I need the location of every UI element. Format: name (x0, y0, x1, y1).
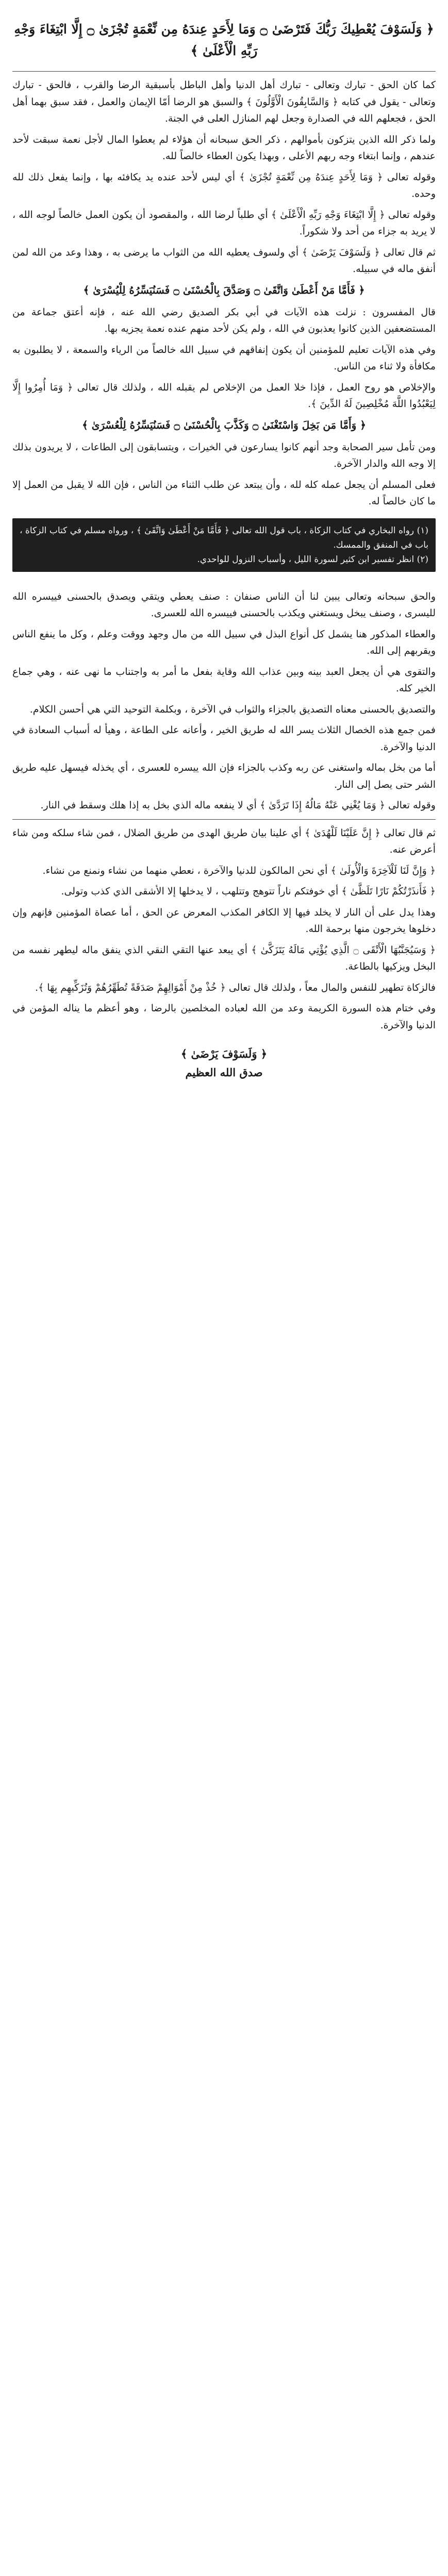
paragraph: ﴿ وَإِنَّ لَنَا لَلْآخِرَةَ وَالْأُولَىٰ ﴾ أي نحن المالكون للدنيا والآخرة ، نعطي منهما من نشاء ونمنع من نشاء. (42, 865, 436, 876)
paragraph: قال المفسرون : نزلت هذه الآيات في أبي بكر الصديق رضي الله عنه ، فإنه أعتق جماعة من المستضعفين الذين كانوا يعذبون في الله ، ولم يكن لأحد منهم عنده نعمة يجزيه بها. (12, 306, 436, 334)
paragraph: والإخلاص هو روح العمل ، فإذا خلا العمل من الإخلاص لم يقبله الله ، ولذلك قال تعالى ﴿ وَمَا أُمِرُوا إِلَّا لِيَعْبُدُوا اللَّهَ مُخْلِصِينَ لَهُ الدِّينَ ﴾. (12, 381, 436, 410)
section-divider (12, 819, 436, 820)
closing-verse: ﴿ وَلَسَوْفَ يَرْضَىٰ ﴾ (180, 1047, 268, 1060)
paragraph: ﴿ فَأَنذَرْتُكُمْ نَارًا تَلَظَّىٰ ﴾ أي خوفتكم ناراً تتوهج وتتلهب ، لا يدخلها إلا الأشقى الذي كذب وتولى. (61, 886, 436, 897)
paragraph: وقوله تعالى ﴿ وَمَا لِأَحَدٍ عِندَهُ مِن نِّعْمَةٍ تُجْزَىٰ ﴾ أي ليس لأحد عنده يد يكافئه بها ، وإنما يفعل ذلك لله وحده. (12, 171, 436, 199)
section-gap (12, 580, 436, 588)
paragraph: أما من بخل بماله واستغنى عن ربه وكذب بالجزاء فإن الله ييسره للعسرى ، أي يخذله فيسهل عليه طريق الشر حتى يصل إلى النار. (12, 762, 436, 790)
paragraph: والعطاء المذكور هنا يشمل كل أنواع البذل في سبيل الله من مال وجهد ووقت وعلم ، وكل ما ينفع الناس ويقربهم إلى الله. (12, 628, 436, 656)
header-divider (12, 71, 436, 72)
center-verse: ﴿ فَأَمَّا مَنْ أَعْطَىٰ وَاتَّقَىٰ ۝ وَصَدَّقَ بِالْحُسْنَىٰ ۝ فَسَنُيَسِّرُهُ لِلْيُسْرَىٰ ﴾ (83, 283, 365, 296)
paragraph: وهذا يدل على أن النار لا يخلد فيها إلا الكافر المكذب المعرض عن الحق ، أما عصاة المؤمنين فإنهم وإن دخلوها يخرجون منها برحمة الله. (12, 906, 436, 935)
footnote: (١) رواه البخاري في كتاب الزكاة ، باب قول الله تعالى ﴿ فَأَمَّا مَنْ أَعْطَىٰ وَاتَّقَىٰ ﴾ ، ورواه مسلم في كتاب الزكاة ، باب في المنفق والممسك. (20, 525, 428, 550)
closing-verses (12, 1045, 436, 1082)
paragraph: فعلى المسلم أن يجعل عمله كله لله ، وأن يبتعد عن طلب الثناء من الناس ، فإن الله لا يقبل من العمل إلا ما كان خالصاً له. (12, 479, 436, 507)
paragraph: ثم قال تعالى ﴿ إِنَّ عَلَيْنَا لَلْهُدَىٰ ﴾ أي علينا بيان طريق الهدى من طريق الضلال ، فمن شاء سلكه ومن شاء أعرض عنه. (12, 827, 436, 855)
paragraph: فالزكاة تطهير للنفس والمال معاً ، ولذلك قال تعالى ﴿ خُذْ مِنْ أَمْوَالِهِمْ صَدَقَةً تُطَهِّرُهُمْ وَتُزَكِّيهِم بِهَا ﴾. (35, 981, 436, 993)
paragraph: فمن جمع هذه الخصال الثلاث يسر الله له طريق الخير ، وأعانه على الطاعة ، وهيأ له أسباب السعادة في الدنيا والآخرة. (12, 724, 436, 753)
paragraph: ومن تأمل سير الصحابة وجد أنهم كانوا يسارعون في الخيرات ، ويتسابقون إلى الطاعات ، لا يريدون بذلك إلا وجه الله والدار الآخرة. (12, 441, 436, 469)
header-verse: ﴿ وَلَسَوْفَ يُعْطِيكَ رَبُّكَ فَتَرْضَىٰ ۝ وَمَا لِأَحَدٍ عِندَهُ مِن نِّعْمَةٍ تُجْزَىٰ ۝ إِلَّا ابْتِغَاءَ وَجْهِ رَبِّهِ الْأَعْلَىٰ ﴾ (14, 22, 434, 58)
paragraph: والتصديق بالحسنى معناه التصديق بالجزاء والثواب في الآخرة ، وبكلمة التوحيد التي هي أحسن الكلام. (29, 703, 436, 715)
paragraph: وقوله تعالى ﴿ إِلَّا ابْتِغَاءَ وَجْهِ رَبِّهِ الْأَعْلَىٰ ﴾ أي طلباً لرضا الله ، والمقصود أن يكون العمل خالصاً لوجه الله ، لا يريد به جزاء من أحد ولا شكوراً. (12, 209, 436, 237)
book-page (12, 14, 436, 2576)
center-verse: ﴿ وَأَمَّا مَن بَخِلَ وَاسْتَغْنَىٰ ۝ وَكَذَّبَ بِالْحُسْنَىٰ ۝ فَسَنُيَسِّرُهُ لِلْعُسْرَىٰ ﴾ (82, 418, 366, 431)
paragraph: ﴿ وَسَيُجَنَّبُهَا الْأَتْقَى ۝ الَّذِي يُؤْتِي مَالَهُ يَتَزَكَّىٰ ﴾ أي يبعد عنها التقي النقي الذي ينفق ماله ليطهر نفسه من البخل ويزكيها بالطاعة. (12, 944, 436, 972)
paragraph: كما كان الحق - تبارك وتعالى - تبارك أهل الدنيا وأهل الباطل بأسبقية الرضا والقرب ، فالحق - تبارك وتعالى - يقول في كتابه ﴿ وَالسَّابِقُونَ الْأَوَّلُونَ ﴾ والسبق هو الرضا أمّا الإيمان والعمل ، فقد سبق بهما أهل الحق ، فجعلهم الله في الصدارة وجعل لهم المنازل العلى في الجنة. (12, 79, 436, 124)
footnote-box (12, 518, 436, 572)
paragraph: والحق سبحانه وتعالى يبين لنا أن الناس صنفان : صنف يعطي ويتقي ويصدق بالحسنى فييسره الله لليسرى ، وصنف يبخل ويستغني ويكذب بالحسنى فييسره الله للعسرى. (12, 590, 436, 619)
paragraph: وفي هذه الآيات تعليم للمؤمنين أن يكون إنفاقهم في سبيل الله خالصاً من الرياء والسمعة ، لا يطلبون به مكافأة ولا ثناء من الناس. (12, 344, 436, 372)
paragraph: ثم قال تعالى ﴿ وَلَسَوْفَ يَرْضَىٰ ﴾ أي ولسوف يعطيه الله من الثواب ما يرضى به ، وهذا وعد من الله لمن أنفق ماله في سبيله. (12, 246, 436, 275)
paragraph: ولما ذكر الله الذين يتزكون بأموالهم ، ذكر الحق سبحانه أن هؤلاء لم يعطوا المال لأجل نعمة سبقت لأحد عندهم ، وإنما ابتغاء وجه ربهم الأعلى ، وبهذا يكون العطاء خالصاً لله. (12, 133, 436, 162)
paragraph: وقوله تعالى ﴿ وَمَا يُغْنِي عَنْهُ مَالُهُ إِذَا تَرَدَّىٰ ﴾ أي لا ينفعه ماله الذي بخل به إذا هلك وسقط في النار. (40, 800, 436, 811)
paragraph: والتقوى هي أن يجعل العبد بينه وبين عذاب الله وقاية بفعل ما أمر به واجتناب ما نهى عنه ، وهي جماع الخير كله. (12, 666, 436, 694)
footnote: (٢) انظر تفسير ابن كثير لسورة الليل ، وأسباب النزول للواحدي. (197, 554, 428, 565)
closing-verse: صدق الله العظيم (185, 1066, 263, 1079)
paragraph: وفي ختام هذه السورة الكريمة وعد من الله لعباده المخلصين بالرضا ، وهو أعظم ما يناله المؤمن في الدنيا والآخرة. (12, 1003, 436, 1031)
